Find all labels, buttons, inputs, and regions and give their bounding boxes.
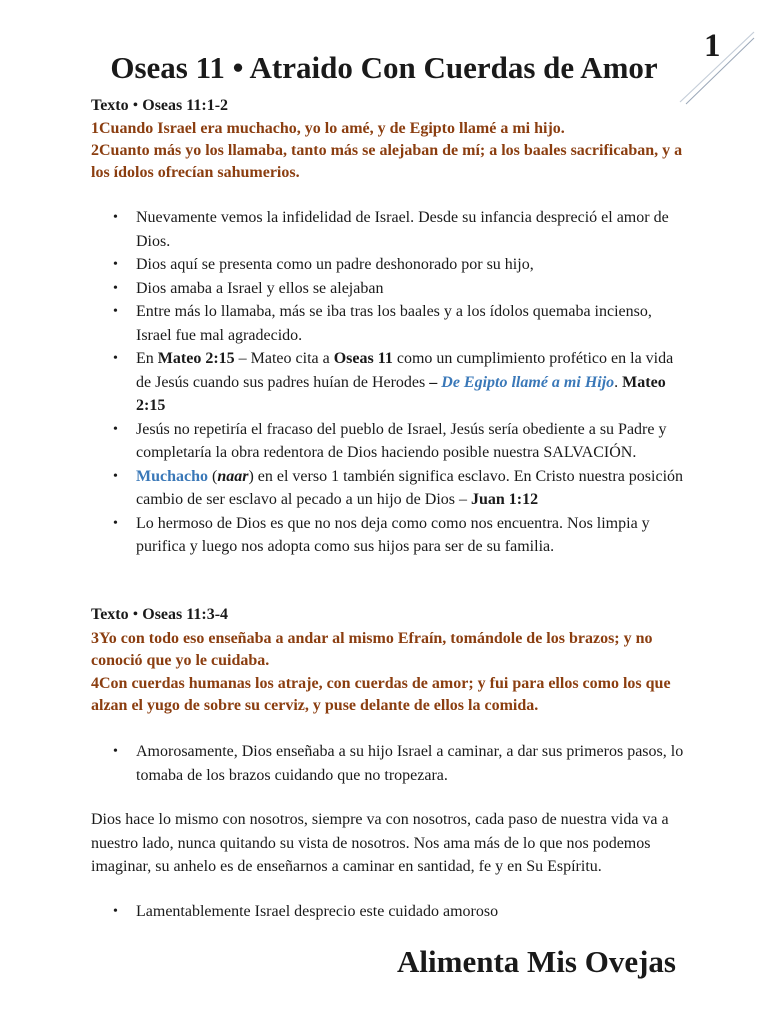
commentary-list-2 (91, 740, 691, 787)
list-item-text-part: – Mateo cita a (234, 350, 334, 367)
hebrew-term: naar (217, 467, 249, 485)
page-title: Oseas 11 • Atraido Con Cuerdas de Amor (110, 50, 658, 85)
list-item (91, 900, 691, 924)
section-2-label-dot: • (132, 606, 139, 623)
highlight-word: Muchacho (136, 467, 208, 485)
bullet-icon: • (113, 904, 118, 919)
commentary-list-1 (91, 206, 691, 559)
section-1-label-dot: • (132, 97, 139, 114)
list-item-text: Dios aquí se presenta como un padre deshonorado por su hijo, (136, 256, 534, 273)
list-item-text: Dios amaba a Israel y ellos se alejaban (136, 279, 384, 297)
bullet-icon: • (113, 744, 118, 759)
section-1-label-prefix: Texto (91, 97, 133, 114)
page-number: 1 (704, 28, 721, 64)
list-item-text-part: ) en el verso 1 también significa esclavo. En Cristo nuestra posición cambio de ser esclavo al pecado a un hijo de Dios – (136, 467, 684, 508)
list-item-text: Entre más lo llamaba, más se iba tras los baales y a los ídolos quemaba incienso, Israel fue mal agradecido. (136, 303, 652, 344)
list-item (91, 418, 691, 465)
bullet-icon: • (113, 468, 118, 484)
commentary-list-3 (91, 900, 691, 924)
scripture-ref: Mateo 2:15 (136, 373, 666, 414)
list-item (91, 277, 691, 301)
list-item (91, 465, 691, 512)
bullet-icon: • (113, 515, 118, 531)
closing-paragraph: Dios hace lo mismo con nosotros, siempre va con nosotros, cada paso de nuestra vida va a nuestro lado, nunca quitando su vista de nosotros. Nos ama más de lo que nos podemos imaginar, su anhelo es de enseñarnos a caminar en santidad, fe y en Su Espíritu. (91, 811, 669, 875)
list-item (91, 206, 691, 253)
list-item-text: Jesús no repetiría el fracaso del pueblo de Israel, Jesús sería obediente a su Padre y completaría la obra redentora de Dios haciendo posible nuestra SALVACIÓN. (136, 420, 667, 461)
section-2-label-ref: Oseas 11:3-4 (138, 606, 229, 623)
section-2-label-prefix: Texto (91, 606, 133, 623)
list-item (91, 740, 691, 787)
section-2-label (91, 604, 228, 626)
verse-2: 2Cuanto más yo los llamaba, tanto más se alejaban de mí; a los baales sacrificaban, y a los ídolos ofrecían sahumerios. (91, 142, 683, 181)
list-item (91, 347, 691, 418)
footer-title: Alimenta Mis Ovejas (397, 944, 676, 979)
list-item-text: Amorosamente, Dios enseñaba a su hijo Israel a caminar, a dar sus primeros pasos, lo tomaba de los brazos cuidando que no tropezara. (136, 743, 684, 784)
bullet-icon: • (113, 351, 118, 366)
verse-3: 3Yo con todo eso enseñaba a andar al mismo Efraín, tomándole de los brazos; y no conoció que yo le cuidaba. (91, 630, 653, 669)
list-item (91, 512, 691, 559)
scripture-ref: Mateo 2:15 (157, 350, 235, 367)
scripture-ref: Juan 1:12 (471, 491, 539, 508)
verse-1: 1Cuando Israel era muchacho, yo lo amé, y de Egipto llamé a mi hijo. (91, 120, 565, 137)
list-item-dash: – (429, 373, 438, 391)
bullet-icon: • (113, 280, 118, 296)
list-item-text-part: como un cumplimiento profético en la vida de Jesús cuando sus padres huían de Herodes (136, 350, 674, 391)
list-item-text: Lo hermoso de Dios es que no nos deja como como nos encuentra. Nos limpia y purifica y luego nos adopta como sus hijos para ser de su familia. (136, 514, 650, 555)
list-item-text: Nuevamente vemos la infidelidad de Israel. Desde su infancia despreció el amor de Dios. (136, 209, 669, 250)
section-1-label (91, 95, 228, 117)
verse-4: 4Con cuerdas humanas los atraje, con cuerdas de amor; y fui para ellos como los que alzan el yugo de sobre su cerviz, y puse delante de ellos la comida. (91, 675, 671, 714)
list-item-text: Lamentablemente Israel desprecio este cuidado amoroso (136, 903, 499, 920)
list-item (91, 300, 691, 347)
bullet-icon: • (113, 257, 118, 272)
list-item-text-part: . (614, 373, 623, 391)
scripture-ref: Oseas 11 (333, 350, 393, 367)
bullet-icon: • (113, 210, 118, 225)
list-item-text-part: En (136, 350, 158, 367)
quoted-scripture: De Egipto llamé a mi Hijo (437, 373, 615, 391)
list-item (91, 253, 691, 277)
list-item-text-part: ( (208, 467, 218, 485)
section-1-label-ref: Oseas 11:1-2 (138, 97, 229, 114)
bullet-icon: • (113, 304, 118, 319)
bullet-icon: • (113, 421, 118, 437)
